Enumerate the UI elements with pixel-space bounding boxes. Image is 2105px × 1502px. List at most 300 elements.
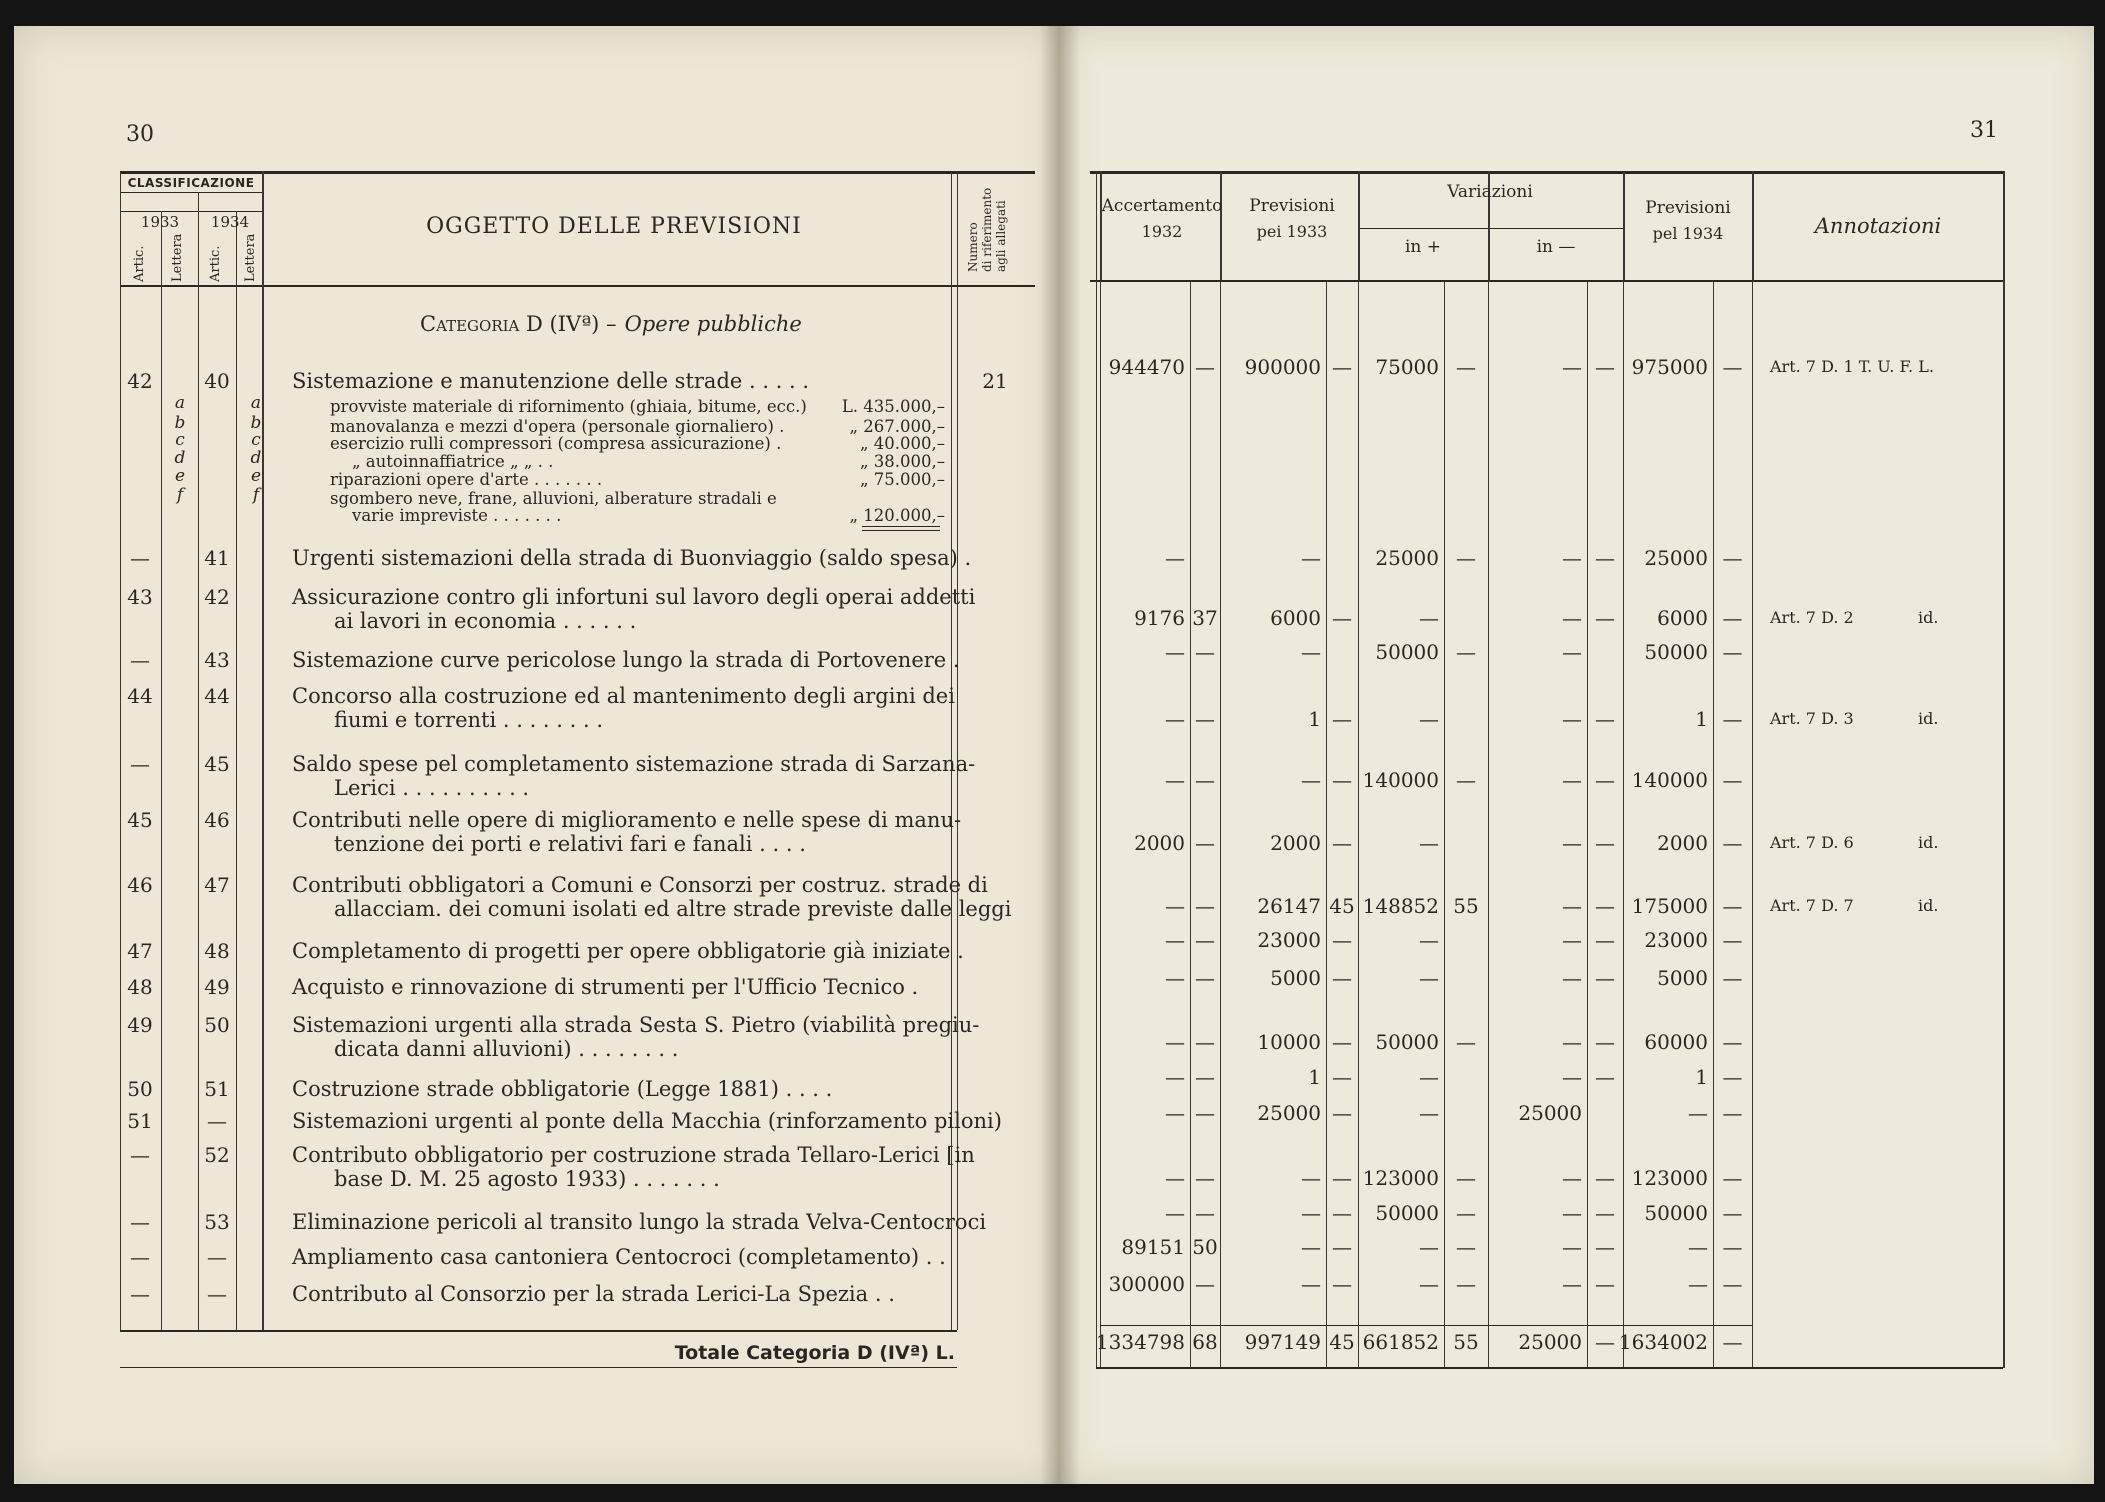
previsioni-1933-cents: —	[1332, 1065, 1352, 1089]
row-subject: Acquisto e rinnovazione di strumenti per l'Ufficio Tecnico .	[292, 975, 919, 999]
previsioni-1933-value: 1	[1308, 707, 1321, 731]
variazione-minus-cents: —	[1595, 707, 1615, 731]
accertamento-cents: —	[1195, 831, 1215, 855]
subitem-text: manovalanza e mezzi d'opera (personale giornaliero) .	[330, 417, 785, 436]
accertamento-value: —	[1165, 928, 1185, 952]
variazione-minus-value: 25000	[1518, 1101, 1582, 1125]
variazione-plus-value: —	[1419, 831, 1439, 855]
previsioni-1934-value: 1	[1695, 1065, 1708, 1089]
category-title-italic: Opere pubbliche	[624, 312, 802, 336]
total-accertamento: 1334798	[1095, 1330, 1185, 1354]
row-ref: 21	[982, 369, 1008, 393]
accertamento-cents: 50	[1192, 1235, 1218, 1259]
variazione-plus-value: —	[1419, 1235, 1439, 1259]
left-header-bottom-rule	[120, 285, 1035, 287]
variazione-minus-cents: —	[1595, 546, 1615, 570]
variazione-plus-value: 75000	[1375, 355, 1439, 379]
previsioni-1933-cents: 45	[1329, 894, 1355, 918]
row-artic-1934: 52	[204, 1143, 230, 1167]
right-table-top-rule	[1090, 171, 2003, 174]
subitem-text: riparazioni opere d'arte . . . . . . .	[330, 470, 603, 489]
previsioni-1933-value: —	[1301, 1166, 1321, 1190]
accertamento-cents: —	[1195, 1030, 1215, 1054]
variazione-plus-value: 50000	[1375, 640, 1439, 664]
variazione-minus-value: —	[1562, 1030, 1582, 1054]
previsioni-1934-value: —	[1688, 1235, 1708, 1259]
variazione-minus-value: —	[1562, 966, 1582, 990]
accertamento-value: 944470	[1108, 355, 1185, 379]
previsioni-1933-cents: —	[1332, 355, 1352, 379]
row-subject: Contributo al Consorzio per la strada Lerici-La Spezia . .	[292, 1282, 895, 1306]
variazione-minus-value: —	[1562, 1166, 1582, 1190]
accertamento-value: —	[1165, 966, 1185, 990]
subject-header: OGGETTO DELLE PREVISIONI	[426, 214, 802, 239]
col-rule	[1752, 280, 1753, 1368]
row-subject: Concorso alla costruzione ed al mantenimento degli argini dei	[292, 684, 955, 708]
previsioni-1933-value: 5000	[1270, 966, 1321, 990]
variazione-plus-value: 50000	[1375, 1201, 1439, 1225]
row-subject: Contributo obbligatorio per costruzione strada Tellaro-Lerici [in	[292, 1143, 975, 1167]
col-rule	[1623, 171, 1625, 280]
subitem-letter-1933: e	[174, 466, 186, 486]
subitem-letter-1934: f	[252, 485, 260, 505]
previsioni-1933-value: 900000	[1244, 355, 1321, 379]
subitem-letter-1933: b	[174, 413, 186, 433]
previsioni-1933-value: 23000	[1257, 928, 1321, 952]
row-artic-1933: —	[130, 1245, 150, 1269]
annotation: Art. 7 D. 7	[1770, 896, 1854, 915]
row-subject: Sistemazione curve pericolose lungo la strada di Portovenere .	[292, 648, 960, 672]
variazione-plus-value: —	[1419, 606, 1439, 630]
subtotal-rule	[862, 530, 940, 531]
previsioni-1934-cents: —	[1722, 606, 1743, 630]
previsioni-1933-cents: —	[1332, 1030, 1352, 1054]
previsioni-1933-value: —	[1301, 1201, 1321, 1225]
accertamento-cents: —	[1195, 894, 1215, 918]
accertamento-cents: —	[1195, 707, 1215, 731]
variazione-minus-value: —	[1562, 928, 1582, 952]
accertamento-value: —	[1165, 546, 1185, 570]
accertamento-cents: —	[1195, 1166, 1215, 1190]
total-accertamento-cents: 68	[1192, 1330, 1218, 1354]
previsioni-1933-cents: —	[1332, 1235, 1352, 1259]
accertamento-cents: —	[1195, 1065, 1215, 1089]
total-previsioni-1934-cents: —	[1722, 1330, 1743, 1354]
row-subject: Sistemazioni urgenti al ponte della Macchia (rinforzamento piloni)	[292, 1109, 1002, 1133]
variazione-plus-cents: 55	[1453, 894, 1479, 918]
variazione-minus-cents: —	[1595, 1030, 1615, 1054]
previsioni-1933-value: —	[1301, 768, 1321, 792]
row-subject: Contributi obbligatori a Comuni e Consorzi per costruz. strade di	[292, 873, 988, 897]
accertamento-value: —	[1165, 1101, 1185, 1125]
subitem-letter-1933: d	[174, 448, 186, 468]
subitem-text: provviste materiale di rifornimento (ghiaia, bitume, ecc.)	[330, 397, 807, 416]
left-bottom-rule	[120, 1367, 957, 1368]
year-rule	[120, 211, 262, 212]
previsioni-1934-cents: —	[1722, 966, 1743, 990]
row-artic-1934: 48	[204, 939, 230, 963]
previsioni-1933-cents: —	[1332, 1201, 1352, 1225]
variazione-minus-value: —	[1562, 640, 1582, 664]
annotation-id: id.	[1918, 833, 1939, 852]
previsioni-1934-value: 975000	[1631, 355, 1708, 379]
variazione-minus-value: —	[1562, 546, 1582, 570]
row-artic-1934: 51	[204, 1077, 230, 1101]
annotation: Art. 7 D. 1 T. U. F. L.	[1770, 357, 1934, 376]
ref-header-3: agli allegati	[994, 200, 1008, 272]
variazione-plus-value: —	[1419, 707, 1439, 731]
row-artic-1934: 44	[204, 684, 230, 708]
row-artic-1933: 49	[127, 1013, 153, 1037]
previsioni-1934-cents: —	[1722, 768, 1743, 792]
total-previsioni-1933: 997149	[1244, 1330, 1321, 1354]
subitem-letter-1933: a	[174, 393, 186, 413]
subitem-text: esercizio rulli compressori (compresa assicurazione) .	[330, 434, 782, 453]
ref-header-1: Numero	[966, 222, 980, 272]
subitem-amount: L. 435.000,–	[841, 397, 945, 416]
subitem-amount: „ 120.000,–	[849, 506, 945, 525]
subitem-text: sgombero neve, frane, alluvioni, alberature stradali e	[330, 489, 777, 508]
variazione-minus-cents: —	[1595, 606, 1615, 630]
row-artic-1934: 40	[204, 369, 230, 393]
row-subject-cont: base D. M. 25 agosto 1933) . . . . . . .	[334, 1167, 720, 1191]
variazione-plus-cents: —	[1456, 1272, 1476, 1296]
row-subject: Contributi nelle opere di miglioramento e nelle spese di manu-	[292, 808, 962, 832]
previsioni-1934-cents: —	[1722, 640, 1743, 664]
col-artic-1933: Artic.	[132, 245, 147, 282]
variazione-minus-value: —	[1562, 707, 1582, 731]
variazione-minus-value: —	[1562, 1272, 1582, 1296]
total-variazione-plus-cents: 55	[1453, 1330, 1479, 1354]
right-bottom-rule	[1096, 1367, 2003, 1369]
previsioni-1934-value: 175000	[1631, 894, 1708, 918]
variazione-minus-cents: —	[1595, 1166, 1615, 1190]
category-title	[420, 312, 802, 336]
total-previsioni-1934: 1634002	[1618, 1330, 1708, 1354]
previsioni-1933-value: 26147	[1257, 894, 1321, 918]
accertamento-cents: —	[1195, 1201, 1215, 1225]
accertamento-value: 9176	[1134, 606, 1185, 630]
variazione-minus-cents: —	[1595, 1065, 1615, 1089]
previsioni-1934-value: 50000	[1644, 640, 1708, 664]
row-subject-cont: tenzione dei porti e relativi fari e fanali . . . .	[334, 832, 806, 856]
row-artic-1933: —	[130, 1143, 150, 1167]
row-artic-1933: —	[130, 546, 150, 570]
variazione-minus-cents: —	[1595, 894, 1615, 918]
previsioni-1934-cents: —	[1722, 707, 1743, 731]
row-artic-1934: —	[207, 1282, 227, 1306]
accertamento-cents: —	[1195, 1101, 1215, 1125]
col-lettera-1934: Lettera	[243, 233, 258, 282]
previsioni-1934-cents: —	[1722, 1272, 1743, 1296]
variazione-plus-cents: —	[1456, 768, 1476, 792]
row-artic-1933: —	[130, 1282, 150, 1306]
row-subject: Saldo spese pel completamento sistemazione strada di Sarzana-	[292, 752, 976, 776]
previsioni-1934-value: 50000	[1644, 1201, 1708, 1225]
subitem-letter-1934: c	[251, 430, 261, 450]
accertamento-value: —	[1165, 1166, 1185, 1190]
col-artic-1934: Artic.	[208, 245, 223, 282]
row-artic-1933: 51	[127, 1109, 153, 1133]
variazione-plus-cents: —	[1456, 1235, 1476, 1259]
variazione-plus-value: 140000	[1362, 768, 1439, 792]
variazione-plus-cents: —	[1456, 355, 1476, 379]
accertamento-cents: 37	[1192, 606, 1218, 630]
variazione-plus-cents: —	[1456, 640, 1476, 664]
row-artic-1933: 46	[127, 873, 153, 897]
accertamento-value: —	[1165, 1065, 1185, 1089]
variazione-plus-value: 50000	[1375, 1030, 1439, 1054]
row-subject-cont: fiumi e torrenti . . . . . . . .	[334, 708, 604, 732]
classification-header: CLASSIFICAZIONE	[127, 176, 255, 190]
row-artic-1934: 41	[204, 546, 230, 570]
row-subject-cont: Lerici . . . . . . . . . .	[334, 776, 530, 800]
col-rule	[1488, 228, 1489, 280]
row-artic-1934: 53	[204, 1210, 230, 1234]
acc-header-1: Accertamento	[1101, 196, 1223, 216]
left-table-top-rule	[120, 171, 1035, 174]
row-artic-1933: 48	[127, 975, 153, 999]
in-plus-header: in +	[1404, 237, 1442, 257]
previsioni-1933-value: 10000	[1257, 1030, 1321, 1054]
row-artic-1933: 47	[127, 939, 153, 963]
previsioni-1933-value: 1	[1308, 1065, 1321, 1089]
row-subject: Urgenti sistemazioni della strada di Buonviaggio (saldo spesa) .	[292, 546, 972, 570]
variazione-minus-cents: —	[1595, 928, 1615, 952]
previsioni-1934-value: —	[1688, 1101, 1708, 1125]
total-label: Totale Categoria D (IVª) L.	[674, 1342, 955, 1364]
previsioni-1934-value: 23000	[1644, 928, 1708, 952]
row-artic-1933: 45	[127, 808, 153, 832]
subitem-amount: „ 75.000,–	[859, 470, 945, 489]
row-subject: Sistemazione e manutenzione delle strade . . . . .	[292, 369, 810, 393]
row-artic-1933: —	[130, 1210, 150, 1234]
prev34-header-1: Previsioni	[1645, 198, 1731, 218]
subitem-text: „ autoinnaffiatrice „ „ . .	[352, 452, 554, 471]
previsioni-1934-cents: —	[1722, 546, 1743, 570]
left-total-rule	[120, 1330, 957, 1332]
row-artic-1933: 43	[127, 585, 153, 609]
row-artic-1934: 47	[204, 873, 230, 897]
previsioni-1933-value: 6000	[1270, 606, 1321, 630]
row-artic-1934: 43	[204, 648, 230, 672]
prev33-header-2: pei 1933	[1256, 222, 1328, 241]
previsioni-1933-cents: —	[1332, 1101, 1352, 1125]
variazione-minus-cents: —	[1595, 966, 1615, 990]
previsioni-1933-value: 2000	[1270, 831, 1321, 855]
prev34-header-2: pel 1934	[1652, 224, 1724, 243]
previsioni-1934-cents: —	[1722, 1201, 1743, 1225]
accertamento-value: —	[1165, 640, 1185, 664]
variazioni-header: Variazioni	[1447, 182, 1533, 202]
variazione-plus-value: 25000	[1375, 546, 1439, 570]
previsioni-1934-value: 1	[1695, 707, 1708, 731]
variazione-plus-value: —	[1419, 966, 1439, 990]
previsioni-1933-cents: —	[1332, 707, 1352, 731]
previsioni-1934-value: 5000	[1657, 966, 1708, 990]
previsioni-1934-cents: —	[1722, 355, 1743, 379]
previsioni-1933-value: —	[1301, 1235, 1321, 1259]
subitem-letter-1933: f	[176, 485, 184, 505]
previsioni-1933-value: —	[1301, 1272, 1321, 1296]
variazione-minus-cents: —	[1595, 1235, 1615, 1259]
row-artic-1933: 44	[127, 684, 153, 708]
accertamento-value: —	[1165, 894, 1185, 918]
accertamento-cents: —	[1195, 640, 1215, 664]
variazione-plus-cents: —	[1456, 1201, 1476, 1225]
row-artic-1933: 42	[127, 369, 153, 393]
subtotal-rule	[862, 526, 940, 527]
right-table-right-rule	[2003, 171, 2005, 1368]
previsioni-1933-cents: —	[1332, 966, 1352, 990]
row-subject: Sistemazioni urgenti alla strada Sesta S. Pietro (viabilità pregiu-	[292, 1013, 980, 1037]
previsioni-1933-cents: —	[1332, 831, 1352, 855]
variazione-plus-value: 123000	[1362, 1166, 1439, 1190]
row-subject: Costruzione strade obbligatorie (Legge 1881) . . . .	[292, 1077, 833, 1101]
subitem-text: varie impreviste . . . . . . .	[352, 506, 562, 525]
previsioni-1933-cents: —	[1332, 768, 1352, 792]
variazione-minus-value: —	[1562, 1235, 1582, 1259]
accertamento-cents: —	[1195, 355, 1215, 379]
annotation: Art. 7 D. 6	[1770, 833, 1854, 852]
annotation-id: id.	[1918, 608, 1939, 627]
variazione-plus-value: —	[1419, 1272, 1439, 1296]
subitem-letter-1934: b	[250, 413, 262, 433]
variazione-minus-cents: —	[1595, 1201, 1615, 1225]
total-variazione-minus-cents: —	[1595, 1330, 1615, 1354]
accertamento-cents: —	[1195, 928, 1215, 952]
total-variazione-plus: 661852	[1362, 1330, 1439, 1354]
variazione-minus-cents: —	[1595, 355, 1615, 379]
accertamento-cents: —	[1195, 768, 1215, 792]
previsioni-1934-value: 2000	[1657, 831, 1708, 855]
row-subject: Ampliamento casa cantoniera Centocroci (completamento) . .	[292, 1245, 946, 1269]
variazione-minus-cents: —	[1595, 831, 1615, 855]
variazione-plus-value: —	[1419, 1065, 1439, 1089]
accertamento-value: —	[1165, 1201, 1185, 1225]
subitem-letter-1934: e	[250, 466, 262, 486]
previsioni-1934-cents: —	[1722, 1065, 1743, 1089]
row-artic-1934: —	[207, 1109, 227, 1133]
row-subject: Eliminazione pericoli al transito lungo la strada Velva-Centocroci	[292, 1210, 987, 1234]
category-title-prefix: Categoria D (IVª) –	[420, 312, 617, 336]
variazione-minus-value: —	[1562, 768, 1582, 792]
variazione-minus-cents: —	[1595, 768, 1615, 792]
previsioni-1934-cents: —	[1722, 831, 1743, 855]
book-gutter	[1040, 26, 1080, 1484]
previsioni-1934-value: 25000	[1644, 546, 1708, 570]
previsioni-1933-value: 25000	[1257, 1101, 1321, 1125]
in-minus-header: in —	[1536, 237, 1576, 257]
previsioni-1934-value: 60000	[1644, 1030, 1708, 1054]
right-total-rule	[1100, 1325, 1752, 1326]
variazione-minus-value: —	[1562, 894, 1582, 918]
variazione-plus-value: —	[1419, 1101, 1439, 1125]
previsioni-1934-value: 6000	[1657, 606, 1708, 630]
subitem-letter-1934: a	[250, 393, 262, 413]
previsioni-1934-cents: —	[1722, 1235, 1743, 1259]
row-artic-1934: —	[207, 1245, 227, 1269]
page-number: 30	[126, 122, 154, 147]
total-previsioni-1933-cents: 45	[1329, 1330, 1355, 1354]
variazione-minus-value: —	[1562, 1201, 1582, 1225]
accertamento-cents: —	[1195, 1272, 1215, 1296]
previsioni-1934-cents: —	[1722, 1030, 1743, 1054]
total-variazione-minus: 25000	[1518, 1330, 1582, 1354]
variazione-minus-value: —	[1562, 606, 1582, 630]
subitem-letter-1934: d	[250, 448, 262, 468]
row-artic-1934: 45	[204, 752, 230, 776]
row-artic-1934: 42	[204, 585, 230, 609]
accertamento-value: —	[1165, 768, 1185, 792]
variazione-plus-cents: —	[1456, 1166, 1476, 1190]
annotation-id: id.	[1918, 709, 1939, 728]
acc-header-2: 1932	[1141, 222, 1183, 241]
accertamento-value: —	[1165, 707, 1185, 731]
previsioni-1933-cents: —	[1332, 1166, 1352, 1190]
classification-rule	[120, 192, 262, 193]
accertamento-value: —	[1165, 1030, 1185, 1054]
prev33-header-1: Previsioni	[1249, 196, 1335, 216]
accertamento-value: 89151	[1121, 1235, 1185, 1259]
previsioni-1934-value: 140000	[1631, 768, 1708, 792]
previsioni-1933-cents: —	[1332, 606, 1352, 630]
annotazioni-header: Annotazioni	[1814, 214, 1942, 238]
subitem-amount: „ 40.000,–	[859, 434, 945, 453]
previsioni-1934-cents: —	[1722, 1166, 1743, 1190]
row-artic-1933: —	[130, 752, 150, 776]
row-subject-cont: allacciam. dei comuni isolati ed altre strade previste dalle leggi	[334, 897, 1012, 921]
row-subject: Completamento di progetti per opere obbligatorie già iniziate .	[292, 939, 964, 963]
variazione-plus-cents: —	[1456, 1030, 1476, 1054]
col-lettera-1933: Lettera	[170, 233, 185, 282]
accertamento-cents: —	[1195, 966, 1215, 990]
previsioni-1933-cents: —	[1332, 928, 1352, 952]
variazione-minus-value: —	[1562, 1065, 1582, 1089]
previsioni-1934-cents: —	[1722, 928, 1743, 952]
variazione-plus-value: 148852	[1362, 894, 1439, 918]
previsioni-1933-value: —	[1301, 546, 1321, 570]
annotation: Art. 7 D. 2	[1770, 608, 1854, 627]
row-subject: Assicurazione contro gli infortuni sul lavoro degli operai addetti	[292, 585, 976, 609]
previsioni-1934-value: 123000	[1631, 1166, 1708, 1190]
subitem-amount: „ 267.000,–	[849, 417, 945, 436]
subitem-letter-1933: c	[175, 430, 185, 450]
col-rule	[1358, 171, 1360, 280]
variazione-minus-value: —	[1562, 355, 1582, 379]
variazione-minus-cents: —	[1595, 1272, 1615, 1296]
row-artic-1934: 46	[204, 808, 230, 832]
col-rule	[161, 211, 162, 1330]
previsioni-1933-value: —	[1301, 640, 1321, 664]
annotation: Art. 7 D. 3	[1770, 709, 1854, 728]
ref-header-2: di riferimento	[980, 187, 994, 272]
variazione-plus-cents: —	[1456, 546, 1476, 570]
variazione-plus-value: —	[1419, 928, 1439, 952]
row-artic-1934: 49	[204, 975, 230, 999]
variazione-minus-value: —	[1562, 831, 1582, 855]
previsioni-1933-cents: —	[1332, 1272, 1352, 1296]
annotation-id: id.	[1918, 896, 1939, 915]
year-1934: 1934	[210, 213, 250, 231]
row-subject-cont: ai lavori in economia . . . . . .	[334, 609, 637, 633]
col-rule	[198, 192, 199, 211]
previsioni-1934-value: —	[1688, 1272, 1708, 1296]
subitem-amount: „ 38.000,–	[859, 452, 945, 471]
year-1933: 1933	[140, 213, 180, 231]
right-header-bottom-rule	[1090, 280, 2003, 282]
row-subject-cont: dicata danni alluvioni) . . . . . . . .	[334, 1037, 679, 1061]
